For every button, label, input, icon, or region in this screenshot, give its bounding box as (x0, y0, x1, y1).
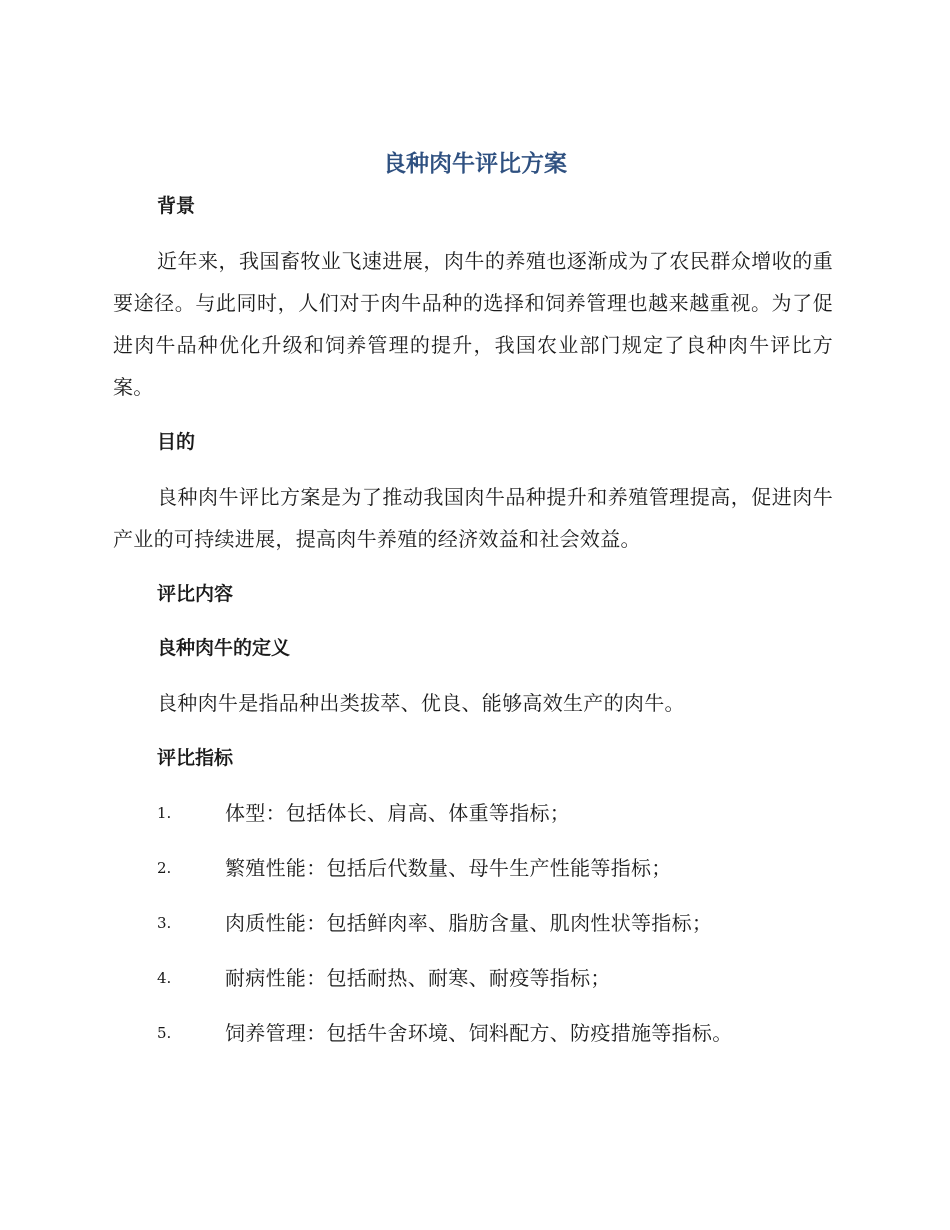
heading-background: 背景 (157, 195, 196, 217)
list-item-text: 耐病性能：包括耐热、耐寒、耐疫等指标； (225, 966, 611, 990)
heading-definition: 良种肉牛的定义 (157, 637, 291, 659)
list-item-number: 4. (157, 969, 172, 987)
heading-indicators: 评比指标 (157, 747, 234, 769)
list-item-text: 肉质性能：包括鲜肉率、脂肪含量、肌肉性状等指标； (225, 911, 713, 935)
list-item (157, 1018, 857, 1048)
list-item-number: 2. (157, 859, 172, 877)
list-item (157, 963, 857, 993)
list-item (157, 853, 857, 883)
paragraph-definition: 良种肉牛是指品种出类拔萃、优良、能够高效生产的肉牛。 (157, 691, 685, 715)
paragraph-background: 近年来，我国畜牧业飞速进展，肉牛的养殖也逐渐成为了农民群众增收的重要途径。与此同时，人们对于肉牛品种的选择和饲养管理也越来越重视。为了促进肉牛品种优化升级和饲养管理的提升，我国农业部门规定了良种肉牛评比方案。 (113, 249, 833, 399)
list-item (157, 798, 857, 828)
page-title: 良种肉牛评比方案 (383, 151, 567, 177)
heading-purpose: 目的 (157, 431, 196, 453)
list-item-number: 5. (157, 1024, 172, 1042)
list-item-number: 3. (157, 914, 172, 932)
list-item-text: 饲养管理：包括牛舍环境、饲料配方、防疫措施等指标。 (225, 1021, 733, 1045)
list-item-number: 1. (157, 804, 172, 822)
list-item-text: 繁殖性能：包括后代数量、母牛生产性能等指标； (225, 856, 672, 880)
list-item-text: 体型：包括体长、肩高、体重等指标； (225, 801, 571, 825)
paragraph-purpose: 良种肉牛评比方案是为了推动我国肉牛品种提升和养殖管理提高，促进肉牛产业的可持续进展，提高肉牛养殖的经济效益和社会效益。 (113, 485, 833, 551)
list-item (157, 908, 857, 938)
heading-content: 评比内容 (157, 583, 234, 605)
